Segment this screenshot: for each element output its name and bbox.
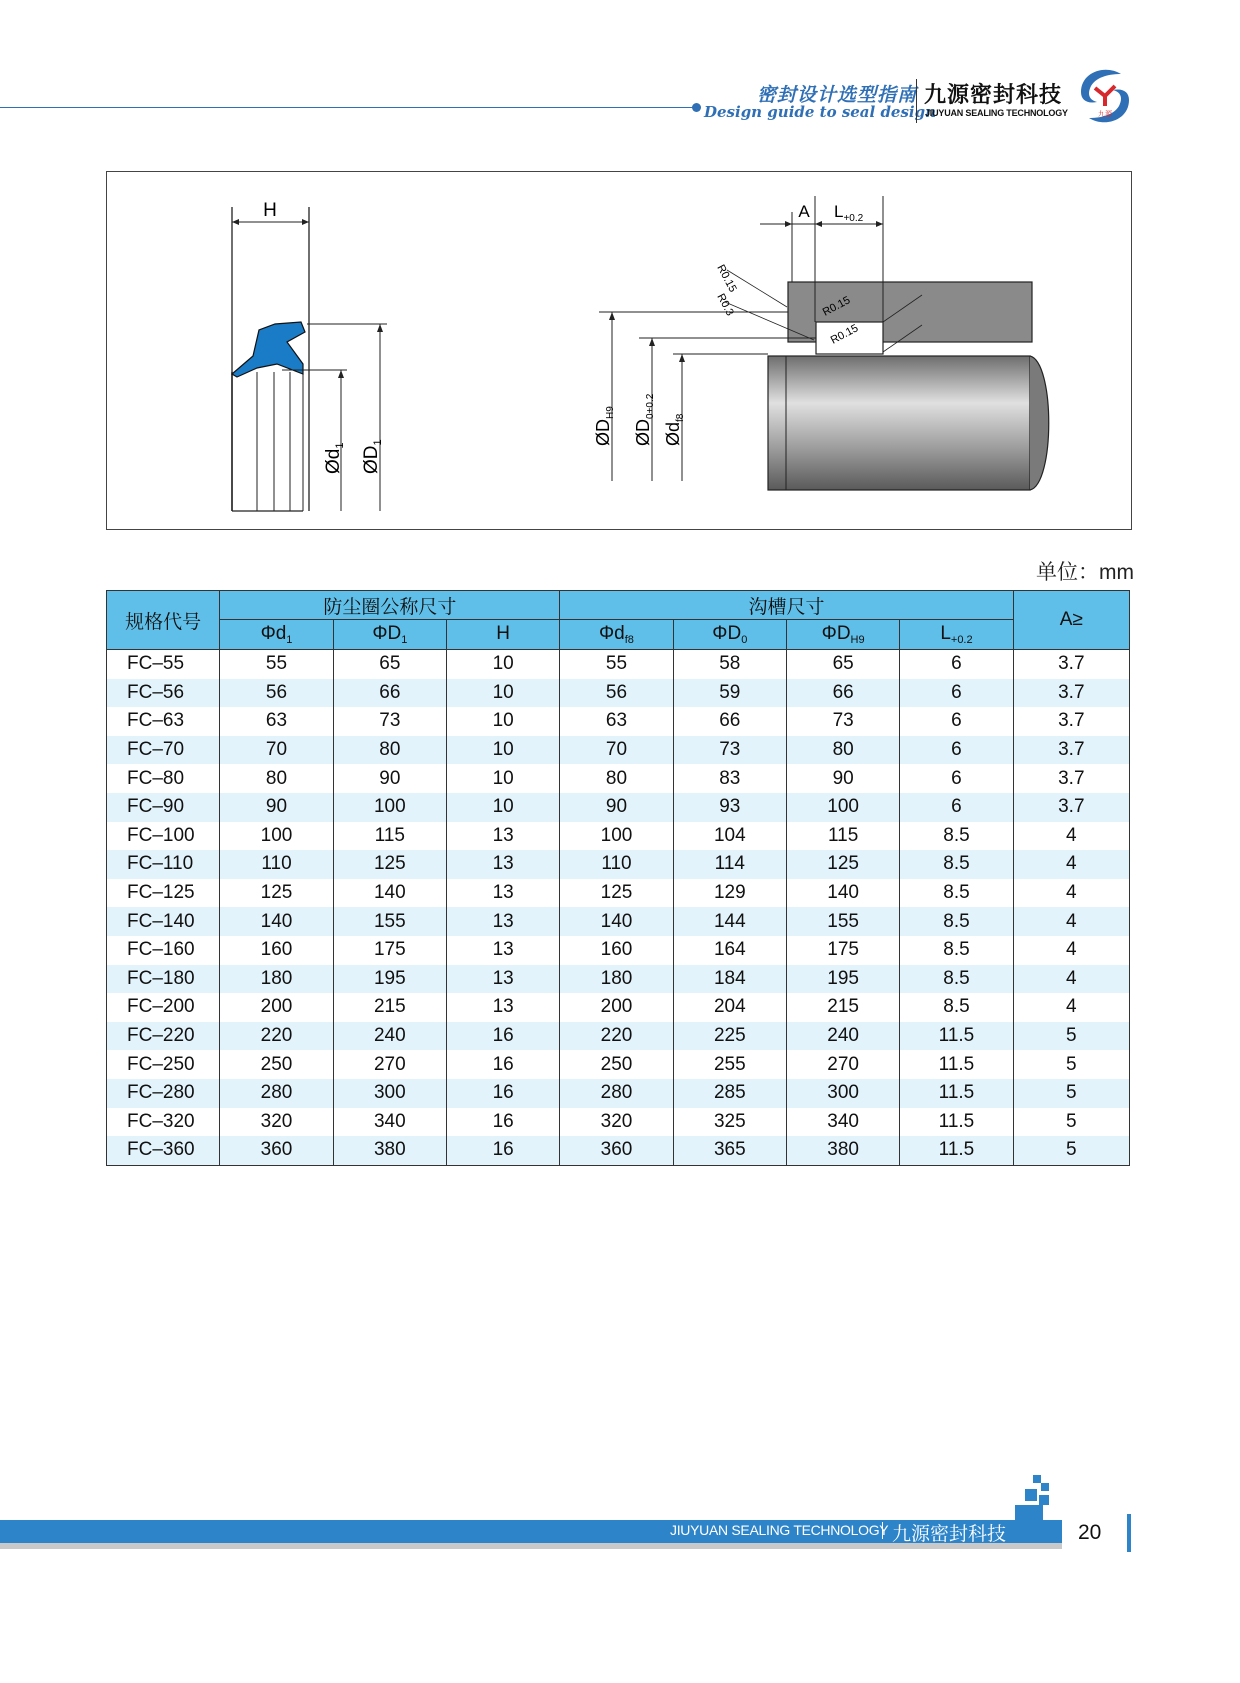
table-cell: 4 (1013, 822, 1129, 851)
table-cell: 280 (220, 1079, 333, 1108)
table-cell: 270 (786, 1050, 899, 1079)
table-cell: 325 (673, 1108, 786, 1137)
table-row (107, 1022, 1130, 1051)
table-cell: 66 (673, 707, 786, 736)
header-groove-dimensions: 沟槽尺寸 (560, 591, 1013, 620)
table-cell: 16 (446, 1079, 559, 1108)
seal-spec-table (106, 590, 1130, 1166)
table-cell: 90 (560, 793, 673, 822)
subheader-main: ΦD (712, 623, 742, 644)
table-cell: 5 (1013, 1108, 1129, 1137)
table-cell: 300 (786, 1079, 899, 1108)
table-cell: 10 (446, 707, 559, 736)
header-dot (692, 103, 701, 112)
table-cell: 140 (560, 907, 673, 936)
header-company-cn: 九源密封科技 (924, 82, 1063, 107)
table-cell: 4 (1013, 993, 1129, 1022)
table-row (107, 907, 1130, 936)
radius-label: R0.15 (714, 262, 739, 295)
spec-code-cell: FC–220 (107, 1022, 220, 1051)
subheader-sub: +0.2 (950, 634, 973, 646)
table-cell: 3.7 (1013, 679, 1129, 708)
spec-code-cell: FC–110 (107, 850, 220, 879)
table-cell: 140 (786, 879, 899, 908)
subheader-sub: 1 (401, 634, 408, 646)
table-cell: 125 (220, 879, 333, 908)
subheader-sub: 1 (286, 634, 293, 646)
table-cell: 5 (1013, 1022, 1129, 1051)
table-cell: 16 (446, 1022, 559, 1051)
table-cell: 63 (560, 707, 673, 736)
subheader-cell (560, 620, 673, 650)
subheader-sub: 0 (741, 634, 748, 646)
table-row (107, 879, 1130, 908)
radius-label: R0.15 (820, 294, 853, 319)
table-cell: 90 (220, 793, 333, 822)
table-cell: 80 (786, 736, 899, 765)
table-cell: 160 (560, 936, 673, 965)
footer-company-en: JIUYUAN SEALING TECHNOLOGY (670, 1522, 889, 1538)
table-cell: 55 (560, 650, 673, 679)
table-row (107, 850, 1130, 879)
header-seal-dimensions: 防尘圈公称尺寸 (220, 591, 560, 620)
table-cell: 6 (900, 650, 1013, 679)
table-cell: 8.5 (900, 936, 1013, 965)
table-cell: 215 (333, 993, 446, 1022)
table-cell: 365 (673, 1136, 786, 1165)
table-cell: 4 (1013, 965, 1129, 994)
table-cell: 140 (333, 879, 446, 908)
seal-drawing (106, 171, 1132, 530)
table-cell: 59 (673, 679, 786, 708)
table-cell: 65 (333, 650, 446, 679)
subheader-main: ΦD (821, 623, 851, 644)
radius-label: R0.3 (714, 291, 736, 318)
spec-code-cell: FC–360 (107, 1136, 220, 1165)
table-cell: 56 (220, 679, 333, 708)
table-cell: 5 (1013, 1050, 1129, 1079)
table-cell: 200 (220, 993, 333, 1022)
table-cell: 195 (333, 965, 446, 994)
page-number-bar (1127, 1514, 1131, 1552)
table-cell: 100 (220, 822, 333, 851)
header-spec-code: 规格代号 (107, 591, 220, 650)
table-cell: 195 (786, 965, 899, 994)
spec-code-cell: FC–320 (107, 1108, 220, 1137)
table-cell: 8.5 (900, 907, 1013, 936)
table-cell: 250 (560, 1050, 673, 1079)
spec-code-cell: FC–56 (107, 679, 220, 708)
table-cell: 6 (900, 793, 1013, 822)
logo-text: 九源 (1098, 110, 1112, 118)
seal-profile (232, 322, 305, 377)
table-cell: 13 (446, 907, 559, 936)
dim-D0-label: $ØD_{0+0.2}$ (633, 393, 656, 446)
table-cell: 255 (673, 1050, 786, 1079)
table-cell: 13 (446, 965, 559, 994)
logo-icon (1075, 66, 1135, 126)
table-cell: 4 (1013, 850, 1129, 879)
table-cell: 11.5 (900, 1079, 1013, 1108)
table-cell: 380 (786, 1136, 899, 1165)
dim-H-label: H (263, 200, 277, 221)
dim-d1-label: $Ød_1$ (323, 442, 346, 474)
table-cell: 10 (446, 793, 559, 822)
table-cell: 5 (1013, 1079, 1129, 1108)
spec-code-cell: FC–55 (107, 650, 220, 679)
table-cell: 3.7 (1013, 736, 1129, 765)
table-cell: 73 (333, 707, 446, 736)
unit-label: 单位：mm (1036, 561, 1134, 584)
table-cell: 184 (673, 965, 786, 994)
table-cell: 11.5 (900, 1108, 1013, 1137)
table-cell: 3.7 (1013, 793, 1129, 822)
table-cell: 100 (333, 793, 446, 822)
seal-section-view (232, 200, 387, 511)
table-cell: 164 (673, 936, 786, 965)
table-cell: 280 (560, 1079, 673, 1108)
table-cell: 220 (560, 1022, 673, 1051)
table-cell: 4 (1013, 879, 1129, 908)
table-cell: 115 (333, 822, 446, 851)
table-cell: 56 (560, 679, 673, 708)
table-cell: 340 (786, 1108, 899, 1137)
table-cell: 340 (333, 1108, 446, 1137)
subheader-sub: f8 (624, 634, 634, 646)
table-cell: 13 (446, 822, 559, 851)
table-cell: 380 (333, 1136, 446, 1165)
table-cell: 90 (333, 764, 446, 793)
subheader-main: ΦD (372, 623, 402, 644)
table-row (107, 679, 1130, 708)
table-cell: 8.5 (900, 965, 1013, 994)
table-cell: 10 (446, 650, 559, 679)
header-separator (916, 79, 917, 123)
table-cell: 11.5 (900, 1136, 1013, 1165)
table-row (107, 936, 1130, 965)
subheader-cell (333, 620, 446, 650)
spec-code-cell: FC–250 (107, 1050, 220, 1079)
table-row (107, 736, 1130, 765)
spec-code-cell: FC–280 (107, 1079, 220, 1108)
spec-code-cell: FC–63 (107, 707, 220, 736)
table-cell: 160 (220, 936, 333, 965)
subheader-cell (673, 620, 786, 650)
table-cell: 80 (333, 736, 446, 765)
subheader-cell (786, 620, 899, 650)
dim-A-label: A (798, 202, 810, 221)
table-cell: 125 (560, 879, 673, 908)
table-cell: 100 (560, 822, 673, 851)
table-cell: 70 (560, 736, 673, 765)
table-row (107, 1136, 1130, 1165)
spec-code-cell: FC–80 (107, 764, 220, 793)
table-cell: 6 (900, 707, 1013, 736)
header-rule (0, 107, 695, 108)
table-cell: 70 (220, 736, 333, 765)
table-cell: 129 (673, 879, 786, 908)
table-cell: 13 (446, 850, 559, 879)
dim-D1-label: $ØD_1$ (361, 439, 384, 474)
table-cell: 13 (446, 936, 559, 965)
table-cell: 5 (1013, 1136, 1129, 1165)
rod (768, 356, 1030, 490)
table-cell: 125 (333, 850, 446, 879)
table-cell: 100 (786, 793, 899, 822)
company-logo (1075, 66, 1135, 126)
table-cell: 13 (446, 993, 559, 1022)
table-cell: 240 (786, 1022, 899, 1051)
table-cell: 80 (220, 764, 333, 793)
table-cell: 175 (333, 936, 446, 965)
table-cell: 270 (333, 1050, 446, 1079)
dim-L-label: $L_{+0.2}$ (834, 202, 864, 224)
table-cell: 93 (673, 793, 786, 822)
table-cell: 110 (220, 850, 333, 879)
table-cell: 3.7 (1013, 707, 1129, 736)
table-cell: 320 (560, 1108, 673, 1137)
table-cell: 80 (560, 764, 673, 793)
subheader-cell (446, 620, 559, 650)
table-cell: 250 (220, 1050, 333, 1079)
table-cell: 73 (786, 707, 899, 736)
table-row (107, 793, 1130, 822)
table-cell: 360 (560, 1136, 673, 1165)
table-cell: 4 (1013, 907, 1129, 936)
table-cell: 155 (786, 907, 899, 936)
table-cell: 8.5 (900, 993, 1013, 1022)
table-cell: 16 (446, 1136, 559, 1165)
table-row (107, 1079, 1130, 1108)
table-cell: 10 (446, 679, 559, 708)
table-cell: 240 (333, 1022, 446, 1051)
subheader-main: Φd (260, 623, 287, 644)
spec-code-cell: FC–140 (107, 907, 220, 936)
table-cell: 13 (446, 879, 559, 908)
table-cell: 8.5 (900, 879, 1013, 908)
table-cell: 6 (900, 679, 1013, 708)
table-cell: 10 (446, 736, 559, 765)
table-cell: 220 (220, 1022, 333, 1051)
table-cell: 215 (786, 993, 899, 1022)
footer-separator (882, 1522, 883, 1539)
table-row (107, 650, 1130, 679)
table-cell: 285 (673, 1079, 786, 1108)
table-cell: 114 (673, 850, 786, 879)
table-cell: 58 (673, 650, 786, 679)
table-cell: 66 (333, 679, 446, 708)
header-company-en: JIUYUAN SEALING TECHNOLOGY (925, 108, 1068, 118)
spec-code-cell: FC–200 (107, 993, 220, 1022)
table-cell: 3.7 (1013, 650, 1129, 679)
table-cell: 4 (1013, 936, 1129, 965)
header-slogan-cn: 密封设计选型指南 (757, 84, 918, 106)
subheader-main: Φd (599, 623, 625, 644)
groove-installation-view (593, 196, 1049, 490)
table-cell: 300 (333, 1079, 446, 1108)
table-cell: 180 (220, 965, 333, 994)
table-cell: 204 (673, 993, 786, 1022)
table-cell: 180 (560, 965, 673, 994)
header-slogan-en: Design guide to seal design (704, 103, 937, 121)
table-cell: 6 (900, 764, 1013, 793)
table-row (107, 993, 1130, 1022)
table-cell: 55 (220, 650, 333, 679)
table-cell: 6 (900, 736, 1013, 765)
table-row (107, 764, 1130, 793)
table-cell: 83 (673, 764, 786, 793)
table-cell: 125 (786, 850, 899, 879)
table-cell: 144 (673, 907, 786, 936)
table-cell: 8.5 (900, 850, 1013, 879)
table-cell: 3.7 (1013, 764, 1129, 793)
table-cell: 320 (220, 1108, 333, 1137)
spec-code-cell: FC–160 (107, 936, 220, 965)
radius-label: R0.15 (828, 322, 861, 347)
spec-code-cell: FC–90 (107, 793, 220, 822)
table-cell: 175 (786, 936, 899, 965)
dim-df8-label: $Ød_{f8}$ (663, 413, 686, 446)
table-cell: 155 (333, 907, 446, 936)
subheader-sub: H9 (850, 634, 865, 646)
footer-squares-decoration (1015, 1475, 1057, 1526)
table-cell: 65 (786, 650, 899, 679)
subheader-main: L (940, 623, 951, 644)
spec-code-cell: FC–125 (107, 879, 220, 908)
spec-code-cell: FC–100 (107, 822, 220, 851)
table-row (107, 822, 1130, 851)
table-cell: 110 (560, 850, 673, 879)
table-cell: 90 (786, 764, 899, 793)
table-cell: 8.5 (900, 822, 1013, 851)
table-cell: 16 (446, 1050, 559, 1079)
table-cell: 16 (446, 1108, 559, 1137)
table-cell: 104 (673, 822, 786, 851)
table-cell: 140 (220, 907, 333, 936)
table-row (107, 707, 1130, 736)
table-row (107, 1108, 1130, 1137)
table-cell: 10 (446, 764, 559, 793)
table-row (107, 1050, 1130, 1079)
spec-code-cell: FC–180 (107, 965, 220, 994)
subheader-main: H (496, 623, 511, 644)
spec-code-cell: FC–70 (107, 736, 220, 765)
table-cell: 73 (673, 736, 786, 765)
table-cell: 11.5 (900, 1022, 1013, 1051)
table-row (107, 965, 1130, 994)
table-cell: 11.5 (900, 1050, 1013, 1079)
footer-company-cn: 九源密封科技 (892, 1524, 1007, 1545)
table-cell: 225 (673, 1022, 786, 1051)
dim-DH9-label: $ØD_{H9}$ (593, 406, 616, 446)
table-cell: 115 (786, 822, 899, 851)
table-cell: 360 (220, 1136, 333, 1165)
header-a-min: A≥ (1013, 591, 1129, 650)
subheader-cell (900, 620, 1013, 650)
page-number: 20 (1078, 1521, 1102, 1544)
table-cell: 66 (786, 679, 899, 708)
table-cell: 63 (220, 707, 333, 736)
subheader-cell (220, 620, 333, 650)
table-cell: 200 (560, 993, 673, 1022)
